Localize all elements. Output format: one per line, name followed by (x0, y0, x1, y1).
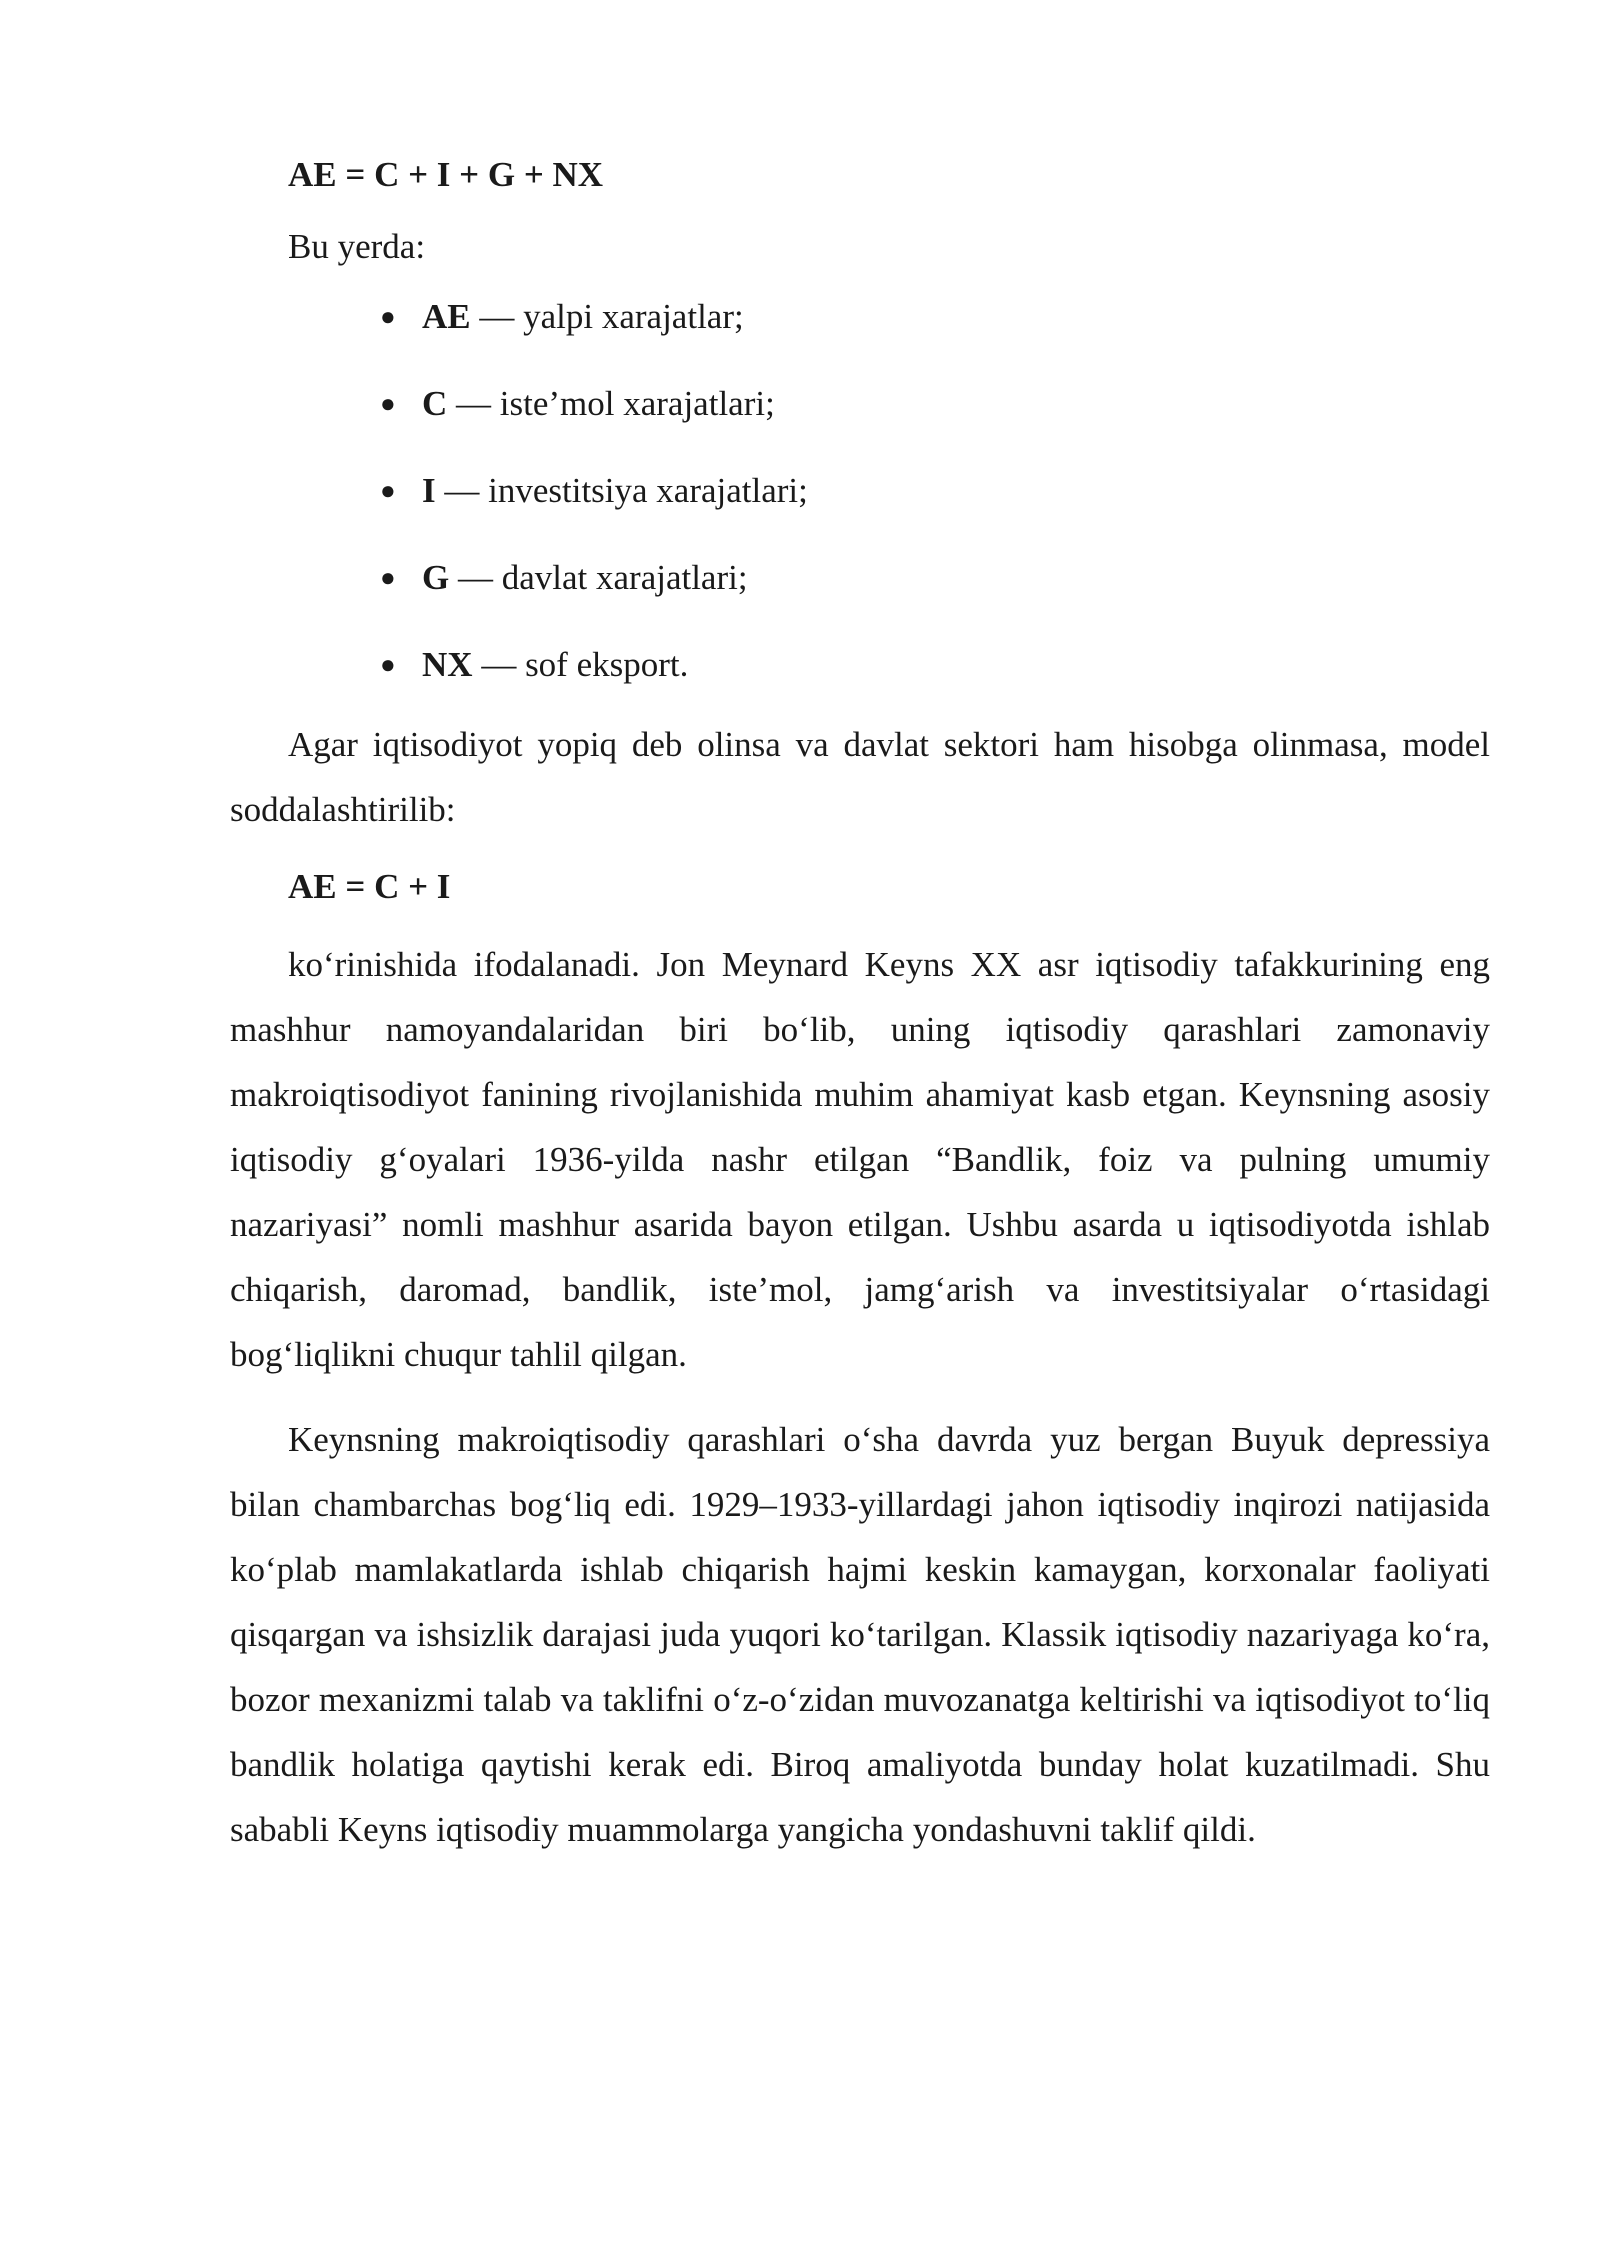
definition-item-ae (380, 292, 1490, 342)
definition-text: — sof eksport. (472, 645, 689, 684)
bullet-icon: ● (380, 302, 396, 331)
definition-item-i (380, 466, 1490, 516)
definition-symbol: G (422, 558, 450, 597)
definition-text: — iste’mol xarajatlari; (447, 384, 775, 423)
definitions-list (230, 292, 1490, 690)
definition-text: — yalpi xarajatlar; (470, 297, 744, 336)
bullet-icon: ● (380, 476, 396, 505)
bullet-icon: ● (380, 650, 396, 679)
paragraph-closed-economy: Agar iqtisodiyot yopiq deb olinsa va davlat sektori ham hisobga olinmasa, model soddalashtirilib: (230, 725, 1490, 829)
definition-symbol: C (422, 384, 448, 423)
document-body (230, 150, 1490, 1862)
definition-text: — davlat xarajatlari; (449, 558, 748, 597)
definition-symbol: I (422, 471, 436, 510)
paragraph-keynes-theory: ko‘rinishida ifodalanadi. Jon Meynard Keyns XX asr iqtisodiy tafakkurining eng mashhur namoyandalaridan biri bo‘lib, uning iqtisodiy qarashlari zamonaviy makroiqtisodiyot fanining rivojlanishida muhim ahamiyat kasb etgan. Keynsning asosiy iqtisodiy g‘oyalari 1936-yilda nashr etilgan “Bandlik, foiz va pulning umumiy nazariyasi” nomli mashhur asarida bayon etilgan. Ushbu asarda u iqtisodiyotda ishlab chiqarish, daromad, bandlik, iste’mol, jamg‘arish va investitsiyalar o‘rtasidagi bog‘liqlikni chuqur tahlil qilgan. (230, 945, 1490, 1374)
definition-item-c (380, 379, 1490, 429)
bullet-icon: ● (380, 563, 396, 592)
definition-symbol: NX (422, 645, 473, 684)
formula-aggregate-expenditure: AE = C + I + G + NX (288, 155, 604, 194)
definition-text: — investitsiya xarajatlari; (435, 471, 808, 510)
definitions-intro: Bu yerda: (288, 227, 426, 266)
bullet-icon: ● (380, 389, 396, 418)
formula-simplified: AE = C + I (288, 867, 451, 906)
definition-symbol: AE (422, 297, 471, 336)
paragraph-great-depression: Keynsning makroiqtisodiy qarashlari o‘sha davrda yuz bergan Buyuk depressiya bilan chambarchas bog‘liq edi. 1929–1933-yillardagi jahon iqtisodiy inqirozi natijasida ko‘plab mamlakatlarda ishlab chiqarish hajmi keskin kamaygan, korxonalar faoliyati qisqargan va ishsizlik darajasi juda yuqori ko‘tarilgan. Klassik iqtisodiy nazariyaga ko‘ra, bozor mexanizmi talab va taklifni o‘z-o‘zidan muvozanatga keltirishi va iqtisodiyot to‘liq bandlik holatiga qaytishi kerak edi. Biroq amaliyotda bunday holat kuzatilmadi. Shu sababli Keyns iqtisodiy muammolarga yangicha yondashuvni taklif qildi. (230, 1420, 1490, 1849)
definition-item-nx (380, 640, 1490, 690)
definition-item-g (380, 553, 1490, 603)
